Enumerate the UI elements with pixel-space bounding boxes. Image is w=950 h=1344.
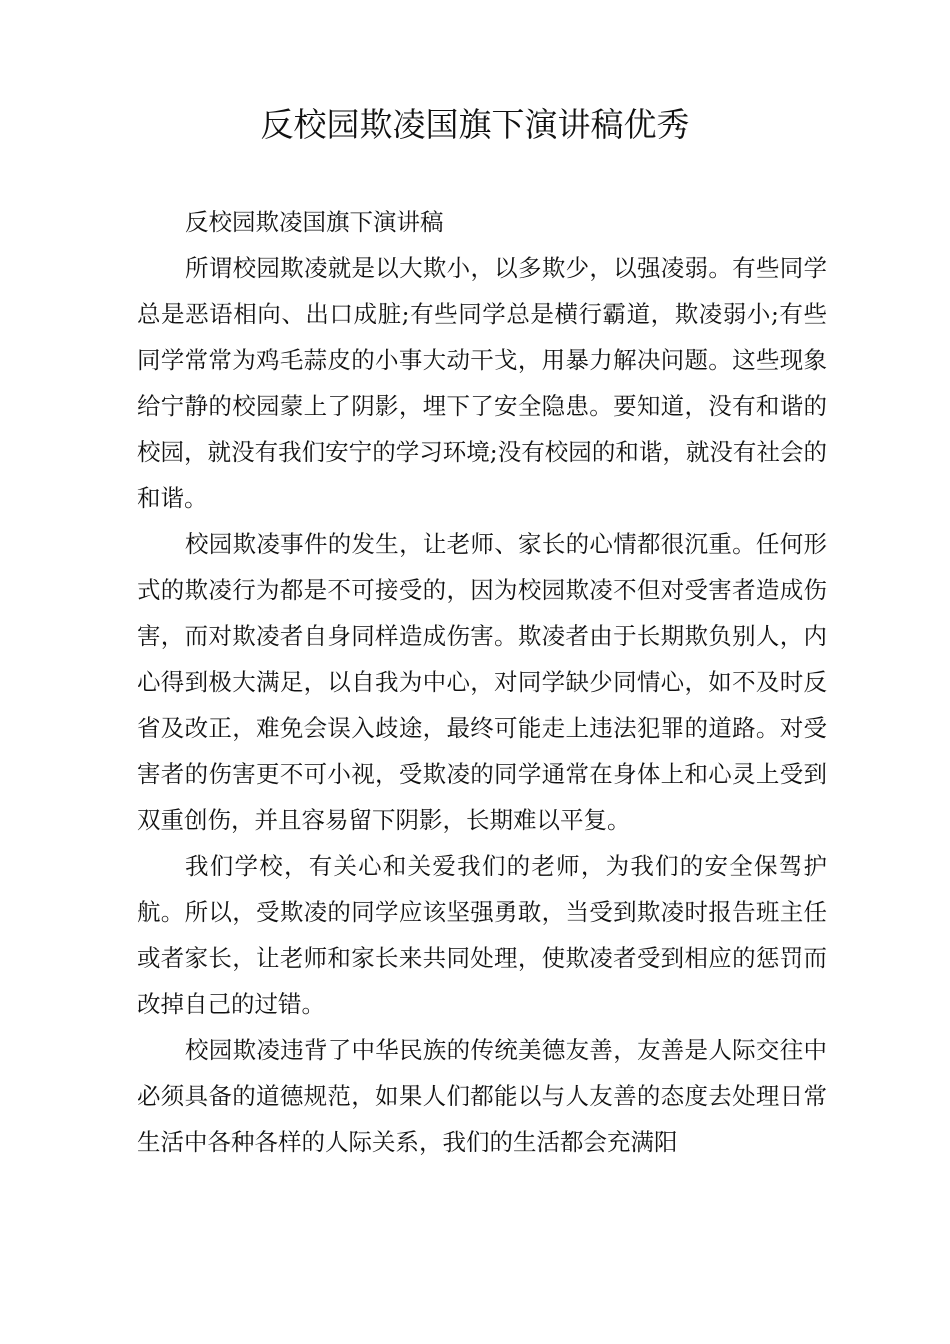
paragraph-harm: 校园欺凌事件的发生，让老师、家长的心情都很沉重。任何形式的欺凌行为都是不可接受的，因为校园欺凌不但对受害者造成伤害，而对欺凌者自身同样造成伤害。欺凌者由于长期欺负别人，内心得到极大满足，以自我为中心，对同学缺少同情心，如不及时反省及改正，难免会误入歧途，最终可能走上违法犯罪的道路。对受害者的伤害更不可小视，受欺凌的同学通常在身体上和心灵上受到双重创伤，并且容易留下阴影，长期难以平复。 bbox=[137, 530, 827, 834]
paragraph-friendliness: 校园欺凌违背了中华民族的传统美德友善，友善是人际交往中必须具备的道德规范，如果人们都能以与人友善的态度去处理日常生活中各种各样的人际关系，我们的生活都会充满阳 bbox=[137, 1036, 827, 1156]
paragraph-definition: 所谓校园欺凌就是以大欺小，以多欺少，以强凌弱。有些同学总是恶语相向、出口成脏;有些同学总是横行霸道，欺凌弱小;有些同学常常为鸡毛蒜皮的小事大动干戈，用暴力解决问题。这些现象给宁静的校园蒙上了阴影，埋下了安全隐患。要知道，没有和谐的校园，就没有我们安宁的学习环境;没有校园的和谐，就没有社会的和谐。 bbox=[137, 254, 827, 512]
document-body bbox=[137, 199, 827, 1165]
document-title: 反校园欺凌国旗下演讲稿优秀 bbox=[260, 105, 690, 144]
paragraph-subtitle: 反校园欺凌国旗下演讲稿 bbox=[185, 208, 444, 236]
paragraph-school-support: 我们学校，有关心和关爱我们的老师，为我们的安全保驾护航。所以，受欺凌的同学应该坚强勇敢，当受到欺凌时报告班主任或者家长，让老师和家长来共同处理，使欺凌者受到相应的惩罚而改掉自己的过错。 bbox=[137, 852, 827, 1018]
